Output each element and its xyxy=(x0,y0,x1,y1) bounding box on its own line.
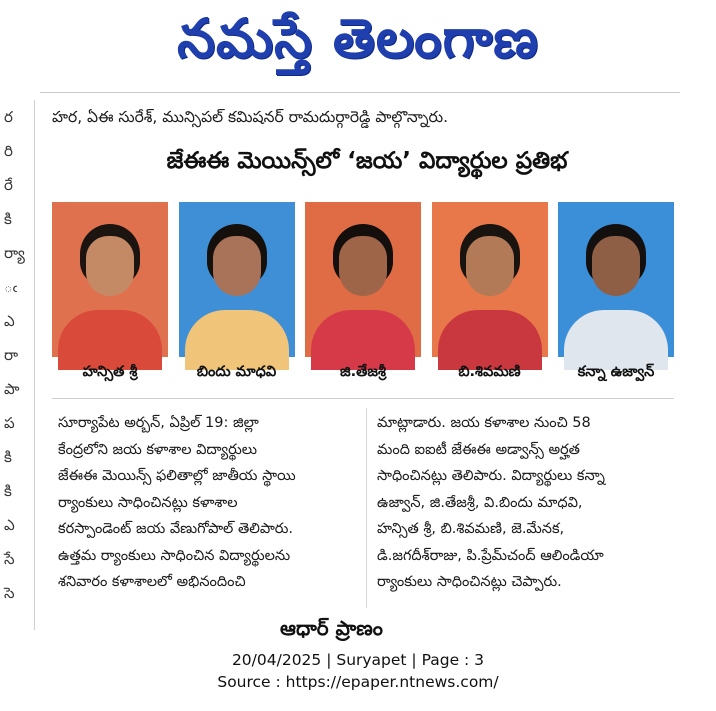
footer-source-link[interactable]: Source : https://epaper.ntnews.com/ xyxy=(217,673,499,691)
shirt-shape xyxy=(58,310,162,370)
article-column-divider xyxy=(366,408,367,608)
edge-fragment: ఎ xyxy=(4,312,15,330)
article-line: ఉత్తమ ర్యాంకులు సాధించిన విద్యార్థులను xyxy=(58,547,291,564)
article-line: కరస్పాండెంట్‌ జయ వేణుగోపాల్‌ తెలిపారు. xyxy=(58,521,294,537)
edge-fragment: ర xyxy=(4,108,13,126)
article-line: జేఈఈ మెయిన్స్‌ ఫలితాల్లో జాతీయ స్థాయి xyxy=(58,468,296,484)
face-shape xyxy=(86,236,134,296)
edge-fragment: రే xyxy=(4,176,13,194)
shirt-shape xyxy=(438,310,542,370)
column-divider xyxy=(34,100,35,630)
shirt-shape xyxy=(185,310,289,370)
edge-fragment: ఎ xyxy=(4,516,15,534)
student-photo xyxy=(305,202,421,357)
student-photo xyxy=(558,202,674,357)
edge-fragment: రి xyxy=(4,142,13,160)
article-line: ఉజ్వాన్‌, జి.తేజశ్రీ, వి.బిందు మాధవి, xyxy=(377,494,583,511)
article-line: డి.జగదీశ్‌రాజు, పి.ప్రేమ్‌చంద్‌ ఆలిండియా xyxy=(377,547,604,564)
article-line: సూర్యాపేట అర్బన్‌, ఏప్రిల్‌ 19: జిల్లా xyxy=(58,415,259,431)
edge-fragment: సె xyxy=(4,584,15,602)
edge-fragment: కి xyxy=(4,482,12,500)
article-column-right xyxy=(377,410,675,596)
photo-captions xyxy=(52,364,674,394)
footer-date-edition: 20/04/2025 | Suryapet | Page : 3 xyxy=(231,651,485,669)
edge-fragment: సే xyxy=(4,550,15,568)
student-name-caption: జి.తేజశ్రీ xyxy=(340,364,386,380)
face-shape xyxy=(339,236,387,296)
previous-article-tail: హర, ఏఈ సురేశ్‌, మున్సిపల్‌ కమిషనర్‌ రామదుర్గారెడ్డి పాల్గొన్నారు. xyxy=(52,108,449,126)
article-column-left xyxy=(58,410,356,596)
article-line: సాధించినట్లు తెలిపారు. విద్యార్థులు కన్నా xyxy=(377,468,605,484)
caption-rule xyxy=(52,398,674,399)
shirt-shape xyxy=(564,310,668,370)
next-article-heading-fragment xyxy=(280,616,450,640)
edge-fragment: కి xyxy=(4,448,12,466)
student-photo xyxy=(52,202,168,357)
edge-fragment: పా xyxy=(4,380,20,398)
edge-fragment: ప xyxy=(4,414,15,432)
article-line: శనివారం కళాశాలలో అభినందించి xyxy=(58,574,246,590)
masthead-rule xyxy=(40,92,680,93)
face-shape xyxy=(592,236,640,296)
edge-fragment: రా xyxy=(4,346,19,364)
student-name-caption: బిందు మాధవి xyxy=(196,364,277,380)
article-line: మంది ఐఐటీ జేఈఈ అడ్వాన్స్‌ అర్హత xyxy=(377,441,580,458)
article-line: ర్యాంకులు సాధించినట్లు కళాశాల xyxy=(58,494,238,511)
shirt-shape xyxy=(311,310,415,370)
student-photos xyxy=(52,202,674,357)
face-shape xyxy=(213,236,261,296)
edge-fragment: కి xyxy=(4,210,12,228)
student-photo xyxy=(432,202,548,357)
article-line: ర్యాంకులు సాధించినట్లు చెప్పారు. xyxy=(377,574,562,590)
face-shape xyxy=(466,236,514,296)
article-line: కేంద్రలోని జయ కళాశాల విద్యార్థులు xyxy=(58,441,258,458)
article-line: మాట్లాడారు. జయ కళాశాల నుంచి 58 xyxy=(377,415,591,431)
left-column-clip xyxy=(0,100,25,630)
masthead xyxy=(0,0,716,90)
student-name-caption: కన్నా ఉజ్వాన్‌ xyxy=(577,364,655,380)
newspaper-title: నమస్తే తెలంగాణ xyxy=(177,6,539,70)
next-heading-text: ఆధార్‌ ప్రాణం xyxy=(280,616,383,640)
student-name-caption: బి.శివమణి xyxy=(458,364,521,380)
article-line: హన్సిత శ్రీ, బి.శివమణి, జె.మేనక, xyxy=(377,521,565,537)
edge-fragment: ఁ xyxy=(4,278,18,296)
student-name-caption: హన్సిత శ్రీ xyxy=(82,364,138,380)
student-photo xyxy=(179,202,295,357)
edge-fragment: ర్యా xyxy=(4,244,25,262)
article-headline: జేఈఈ మెయిన్స్‌లో ‘జయ’ విద్యార్థుల ప్రతిభ xyxy=(166,148,568,174)
